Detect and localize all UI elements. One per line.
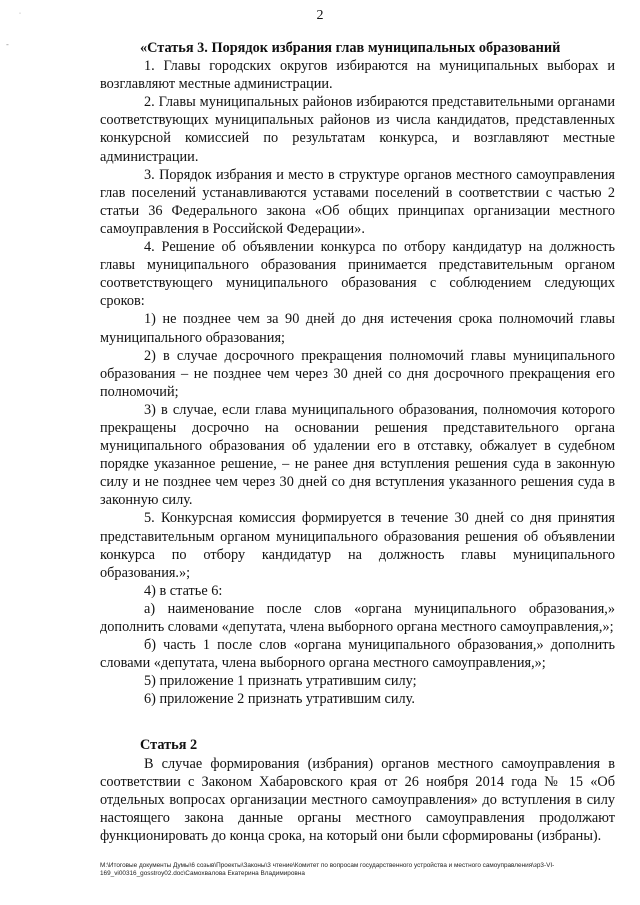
list-item: 1) не позднее чем за 90 дней до дня истечения срока полномочий главы муниципального образования; — [100, 311, 615, 346]
list-item: 4) в статье 6: — [144, 582, 223, 599]
scan-mark: ˙ — [18, 12, 22, 21]
paragraph: В случае формирования (избрания) органов местного самоуправления в соответствии с Законом Хабаровского края от 26 ноября 2014 года № 15 «Об отдельных вопросах организации местного самоуправления» до вступления в силу настоящего закона данные органы местного самоуправления продолжают функционировать до конца срока, на который они были сформированы (избраны). — [100, 755, 615, 844]
article-2-heading: Статья 2 — [140, 737, 198, 754]
document-body — [100, 39, 615, 845]
list-item: 3) в случае, если глава муниципального образования, полномочия которого прекращены досрочно на основании решения представительного органа муниципального образования об удалении его в отставку, обжалует в судебном порядке указанное решение, – не ранее дня вступления решения суда в законную силу и не позднее чем через 30 дней со дня вступления указанного решения суда в законную силу. — [100, 401, 615, 509]
list-item: 2) в случае досрочного прекращения полномочий главы муниципального образования – не позднее чем через 30 дней со дня досрочного прекращения его полномочий; — [100, 347, 615, 400]
list-item: 6) приложение 2 признать утратившим силу. — [144, 691, 415, 708]
scan-mark: - — [6, 40, 9, 49]
page-number: 2 — [316, 8, 324, 23]
paragraph: 5. Конкурсная комиссия формируется в течение 30 дней со дня принятия представительным органом муниципального образования решения об объявлении конкурса по отбору кандидатур на должность главы муниципального образования.»; — [100, 510, 615, 581]
paragraph: 3. Порядок избрания и место в структуре органов местного самоуправления глав поселений устанавливаются уставами поселений в соответствии с частью 2 статьи 36 Федерального закона «Об общих принципах организации местного самоуправления в Российской Федерации». — [100, 166, 615, 237]
footer-file-path: M:\Итоговые документы Думы\6 созыв\Проекты\Законы\3 чтение\Комитет по вопросам государственного устройства и местного самоуправления\зр3-VI-169_vi00316_gosstroy02.doc\Самохвалова Екатерина Владимировна — [100, 862, 555, 877]
list-item: б) часть 1 после слов «органа муниципального образования,» дополнить словами «депутата, члена выборного органа местного самоуправления,»; — [100, 637, 615, 672]
list-item: 5) приложение 1 признать утратившим силу; — [144, 673, 417, 690]
list-item: а) наименование после слов «органа муниципального образования,» дополнить словами «депутата, члена выборного органа местного самоуправления,»; — [100, 600, 615, 635]
paragraph: 4. Решение об объявлении конкурса по отбору кандидатур на должность главы муниципального образования принимается представительным органом соответствующего муниципального образования с соблюдением следующих сроков: — [100, 239, 615, 310]
paragraph: 1. Главы городских округов избираются на муниципальных выборах и возглавляют местные администрации. — [100, 58, 615, 93]
paragraph: 2. Главы муниципальных районов избираются представительными органами соответствующих муниципальных районов из числа кандидатов, представленных конкурсной комиссией по результатам конкурса, и возглавляют местные администрации. — [100, 94, 615, 165]
article-3-heading: «Статья 3. Порядок избрания глав муниципальных образований — [140, 40, 561, 56]
